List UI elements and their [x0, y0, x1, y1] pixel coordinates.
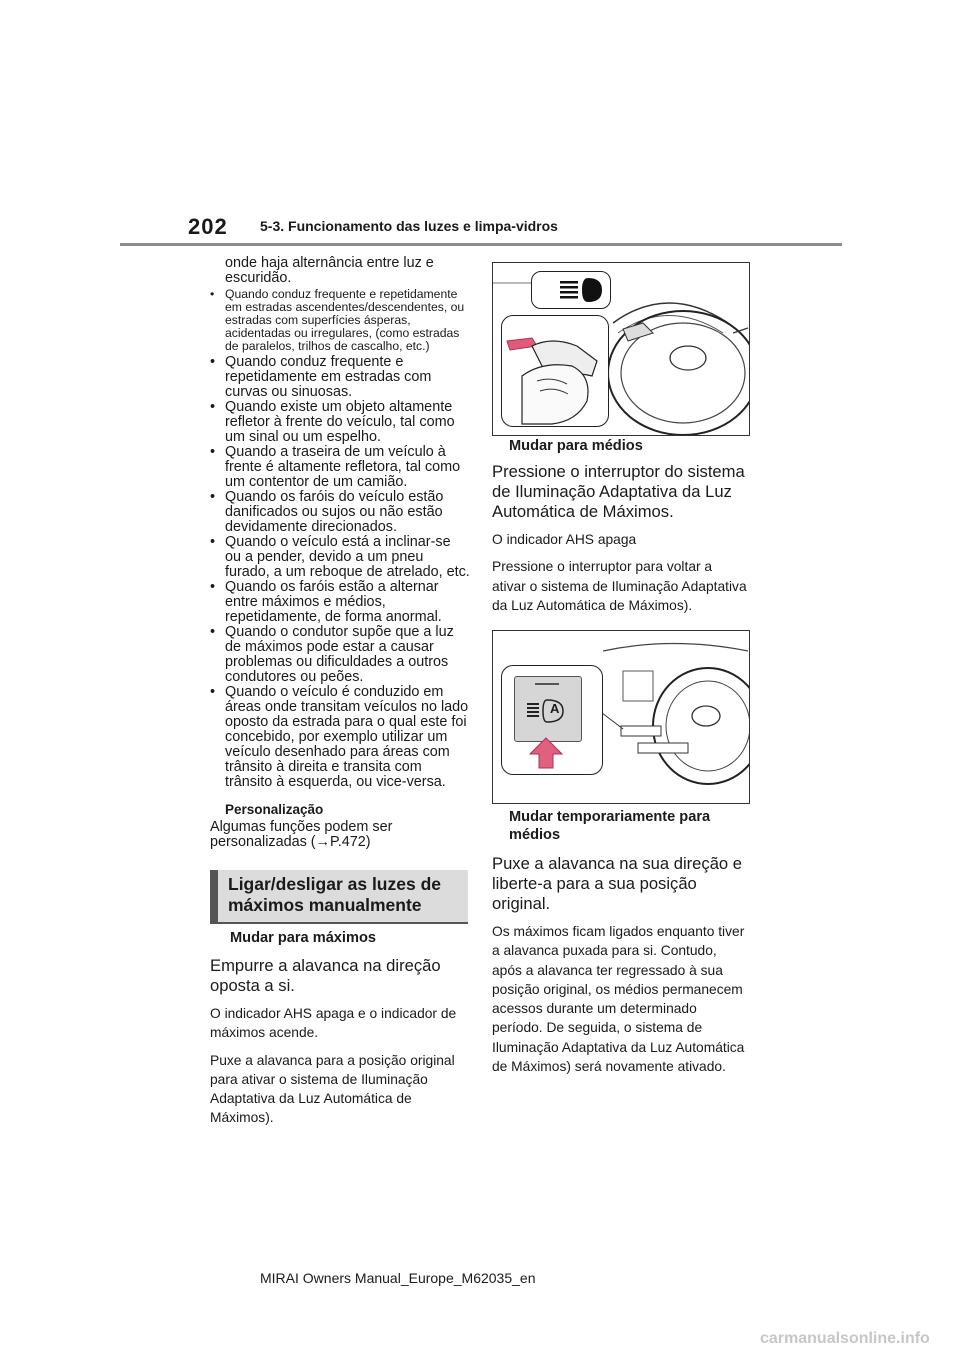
- auto-label: A: [550, 701, 560, 716]
- left-lower: [210, 930, 470, 1128]
- switch-indicator-bar: [535, 683, 559, 685]
- auto-high-beam-icon: [525, 697, 569, 725]
- sub-heading-temporario: Mudar temporariamente para médios: [509, 809, 711, 843]
- section-title: 5-3. Funcionamento das luzes e limpa-vidros: [260, 218, 558, 234]
- sub-heading-maximos: Mudar para máximos: [230, 930, 376, 946]
- hand-pushing-lever-drawing: [502, 316, 608, 426]
- ahs-switch-button: [514, 676, 582, 742]
- note-maximos-2: Puxe a alavanca para a posição original para ativar o sistema de Iluminação Adaptativa da Luz Automática de Máximos).: [210, 1052, 455, 1126]
- headlight-indicator-inset: [531, 271, 611, 309]
- section-heading: Ligar/desligar as luzes de máximos manualmente: [210, 870, 468, 922]
- high-beam-icon: [532, 272, 610, 308]
- hand-lever-inset: [501, 315, 609, 427]
- intro-continuation: onde haja alternância entre luz e escuridão.: [225, 255, 434, 286]
- personalizacao-text[interactable]: Algumas funções podem ser personalizadas (→P.472): [210, 819, 393, 850]
- instruction-maximos: Empurre a alavanca na direção oposta a si.: [210, 956, 441, 995]
- right-lower: [492, 808, 748, 1076]
- note-temporario: Os máximos ficam ligados enquanto tiver a alavanca puxada para si. Contudo, após a alavanca ter regressado à sua posição original, os médios permanecem acessos durante um determinado período. De seguida, o sistema de Iluminação Adaptativa da Luz Automática de Máximos) será novamente ativado.: [492, 924, 745, 1075]
- page-number: 202: [188, 214, 228, 239]
- list-item: • Quando a traseira de um veículo à frente é altamente refletora, tal como um contentor de um camião.: [210, 444, 461, 490]
- list-item: • Quando o veículo está a inclinar-se ou a pender, devido a um pneu furado, a um reboque de atrelado, etc.: [210, 534, 470, 580]
- small-bullet: [210, 288, 470, 353]
- footer-text: MIRAI Owners Manual_Europe_M62035_en: [260, 1270, 536, 1286]
- right-upper: [492, 438, 748, 615]
- list-item: • Quando existe um objeto altamente refletor à frente do veículo, tal como um sinal ou um espelho.: [210, 399, 455, 445]
- bullet-dot: •: [210, 287, 215, 301]
- list-item: • Quando o condutor supõe que a luz de máximos pode estar a causar problemas ou dificuldades a outros condutores ou peões.: [210, 624, 454, 685]
- note-maximos-1: O indicador AHS apaga e o indicador de máximos acende.: [210, 1006, 457, 1041]
- sub-heading-medios: Mudar para médios: [509, 438, 643, 454]
- instruction-medios: Pressione o interruptor do sistema de Iluminação Adaptativa da Luz Automática de Máximos.: [492, 462, 745, 521]
- instruction-temporario: Puxe a alavanca na sua direção e liberte-a para a sua posição original.: [492, 854, 743, 913]
- list-item: • Quando os faróis do veículo estão danificados ou sujos ou não estão devidamente direcionados.: [210, 489, 444, 535]
- figure-lever-illustration: [492, 262, 750, 436]
- note-medios-2: Pressione o interruptor para voltar a ativar o sistema de Iluminação Adaptativa da Luz Automática de Máximos).: [492, 559, 747, 613]
- switch-inset: [501, 665, 603, 775]
- up-arrow-icon: [528, 736, 564, 770]
- figure-switch-illustration: [492, 630, 750, 804]
- watermark-text: carmanualsonline.info: [760, 1330, 930, 1347]
- list-item: • Quando os faróis estão a alternar entre máximos e médios, repetidamente, de forma anormal.: [210, 579, 442, 625]
- list-item: • Quando o veículo é conduzido em áreas onde transitam veículos no lado oposto da estrada para o qual este foi concebido, por exemplo utilizar um veículo desenhado para áreas com trânsito à direita e transita com trânsito à esquerda, ou vice-versa.: [210, 684, 469, 790]
- personalizacao-title: Personalização: [225, 802, 324, 817]
- note-medios-1: O indicador AHS apaga: [492, 532, 637, 547]
- list-item: • Quando conduz frequente e repetidamente em estradas com curvas ou sinuosas.: [210, 354, 432, 400]
- heading-underline: [210, 922, 468, 924]
- small-bullet-text: Quando conduz frequente e repetidamente em estradas ascendentes/descendentes, ou estradas com superfícies ásperas, acidentadas ou irregulares, (como estradas de paralelos, trilhos de cascalho, etc.): [225, 287, 465, 353]
- left-column: [210, 256, 470, 850]
- header-rule: [120, 243, 842, 246]
